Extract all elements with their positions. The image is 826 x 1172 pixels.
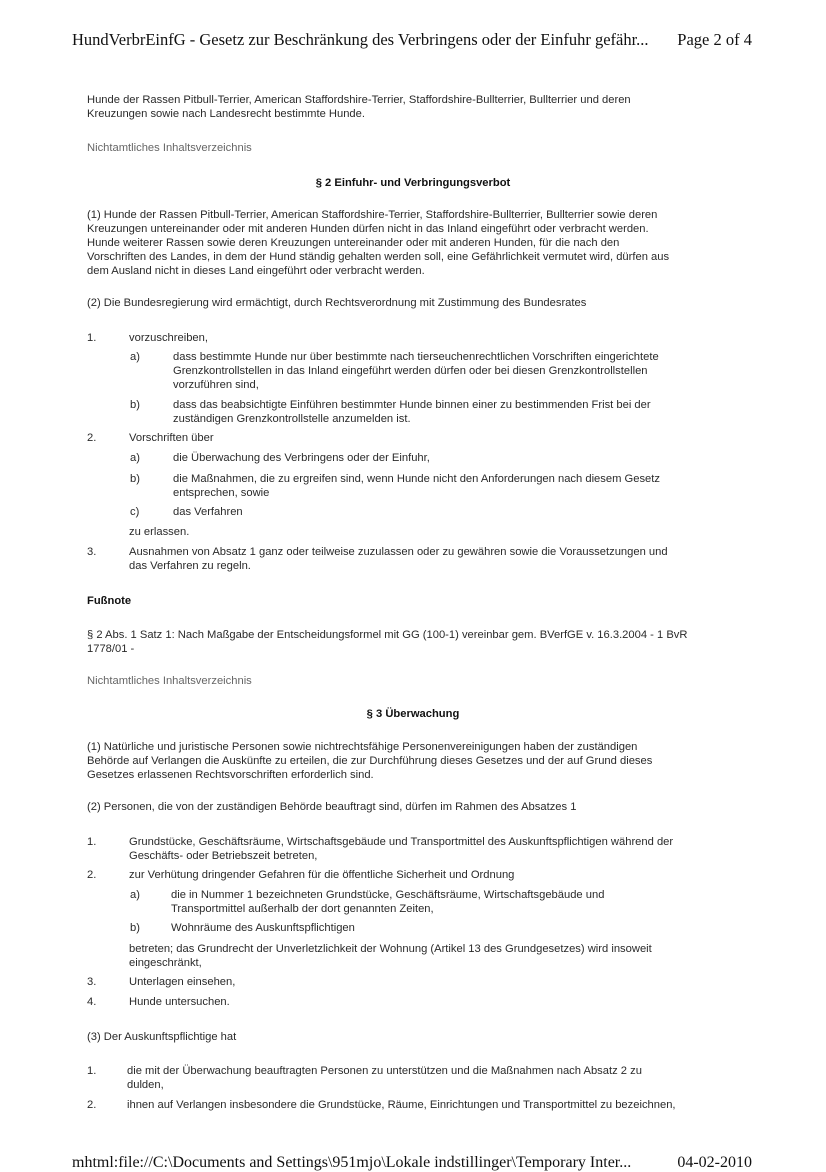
list-number: 2. bbox=[87, 869, 97, 881]
list-item: zu erlassen. bbox=[129, 526, 190, 538]
list-number: 3. bbox=[87, 976, 97, 988]
footnote-text: § 2 Abs. 1 Satz 1: Nach Maßgabe der Entscheidungsformel mit GG (100-1) vereinbar gem. BVerfGE v. 16.3.2004 - 1 BvR 1778/01 - bbox=[87, 629, 688, 655]
list-letter: c) bbox=[130, 506, 140, 518]
list-item: das Verfahren bbox=[173, 506, 243, 518]
list-item: die mit der Überwachung beauftragten Personen zu unterstützen und die Maßnahmen nach Absatz 2 zu dulden, bbox=[127, 1065, 642, 1091]
list-item: zur Verhütung dringender Gefahren für die öffentliche Sicherheit und Ordnung bbox=[129, 869, 515, 881]
list-item: die in Nummer 1 bezeichneten Grundstücke, Geschäftsräume, Wirtschaftsgebäude und Transportmittel außerhalb der dort genannten Zeiten, bbox=[171, 889, 605, 915]
page-footer bbox=[72, 1154, 752, 1172]
toc-link[interactable]: Nichtamtliches Inhaltsverzeichnis bbox=[87, 675, 252, 687]
document-title: HundVerbrEinfG - Gesetz zur Beschränkung des Verbringens oder der Einfuhr gefähr... bbox=[72, 30, 649, 49]
section-heading: § 3 Überwachung bbox=[366, 708, 460, 720]
print-date: 04-02-2010 bbox=[677, 1154, 752, 1171]
paragraph: (2) Die Bundesregierung wird ermächtigt, durch Rechtsverordnung mit Zustimmung des Bundesrates bbox=[87, 297, 587, 309]
page-header bbox=[72, 30, 752, 50]
list-number: 2. bbox=[87, 1099, 97, 1111]
paragraph: (2) Personen, die von der zuständigen Behörde beauftragt sind, dürfen im Rahmen des Absatzes 1 bbox=[87, 801, 577, 813]
list-letter: a) bbox=[130, 889, 140, 901]
list-item: Unterlagen einsehen, bbox=[129, 976, 236, 988]
list-item: die Maßnahmen, die zu ergreifen sind, wenn Hunde nicht den Anforderungen nach diesem Gesetz entsprechen, sowie bbox=[173, 473, 660, 499]
list-item: Hunde untersuchen. bbox=[129, 996, 230, 1008]
list-item: dass das beabsichtigte Einführen bestimmter Hunde binnen einer zu bestimmenden Frist bei der zuständigen Grenzkontrollstelle anzumelden ist. bbox=[173, 399, 651, 425]
list-item: die Überwachung des Verbringens oder der Einfuhr, bbox=[173, 452, 430, 464]
list-item: vorzuschreiben, bbox=[129, 332, 208, 344]
list-letter: b) bbox=[130, 399, 140, 411]
list-number: 2. bbox=[87, 432, 97, 444]
list-letter: b) bbox=[130, 473, 140, 485]
list-letter: a) bbox=[130, 351, 140, 363]
toc-link[interactable]: Nichtamtliches Inhaltsverzeichnis bbox=[87, 142, 252, 154]
paragraph: (1) Hunde der Rassen Pitbull-Terrier, American Staffordshire-Terrier, Staffordshire-Bullterrier, Bullterrier sowie deren Kreuzungen untereinander oder mit anderen Hunden dürfen nicht in das Inland eingeführt oder verbracht werden. Hunde weiterer Rassen sowie deren Kreuzungen untereinander oder mit anderen Hunden, für die nach den Vorschriften des Landes, in dem der Hund ständig gehalten werden soll, eine Gefährlichkeit vermutet wird, dürfen aus dem Ausland nicht in dieses Land eingeführt oder verbracht werden. bbox=[87, 209, 670, 277]
list-item: Vorschriften über bbox=[129, 432, 214, 444]
list-number: 1. bbox=[87, 836, 97, 848]
list-letter: a) bbox=[130, 452, 140, 464]
list-item: Grundstücke, Geschäftsräume, Wirtschaftsgebäude und Transportmittel des Auskunftspflichtigen während der Geschäfts- oder Betriebszeit betreten, bbox=[129, 836, 674, 862]
footnote-heading: Fußnote bbox=[87, 595, 132, 607]
list-item: dass bestimmte Hunde nur über bestimmte nach tierseuchenrechtlichen Vorschriften eingerichtete Grenzkontrollstellen in das Inland eingeführt werden dürfen oder bei diesen Grenzkontrollstellen vorzuführen sind, bbox=[173, 351, 659, 391]
list-number: 1. bbox=[87, 332, 97, 344]
list-item: betreten; das Grundrecht der Unverletzlichkeit der Wohnung (Artikel 13 des Grundgesetzes) wird insoweit eingeschränkt, bbox=[129, 943, 652, 969]
list-number: 4. bbox=[87, 996, 97, 1008]
file-path: mhtml:file://C:\Documents and Settings\951mjo\Lokale indstillinger\Temporary Inter... bbox=[72, 1154, 632, 1171]
page-number: Page 2 of 4 bbox=[677, 30, 752, 49]
section-heading: § 2 Einfuhr- und Verbringungsverbot bbox=[315, 177, 511, 189]
list-item: Ausnahmen von Absatz 1 ganz oder teilweise zuzulassen oder zu gewähren sowie die Voraussetzungen und das Verfahren zu regeln. bbox=[129, 546, 668, 572]
paragraph: (3) Der Auskunftspflichtige hat bbox=[87, 1031, 237, 1043]
list-item: Wohnräume des Auskunftspflichtigen bbox=[171, 922, 355, 934]
list-letter: b) bbox=[130, 922, 140, 934]
list-item: ihnen auf Verlangen insbesondere die Grundstücke, Räume, Einrichtungen und Transportmittel zu bezeichnen, bbox=[127, 1099, 676, 1111]
list-number: 1. bbox=[87, 1065, 97, 1077]
list-number: 3. bbox=[87, 546, 97, 558]
intro-paragraph: Hunde der Rassen Pitbull-Terrier, American Staffordshire-Terrier, Staffordshire-Bullterrier, Bullterrier und deren Kreuzungen sowie nach Landesrecht bestimmte Hunde. bbox=[87, 94, 631, 120]
paragraph: (1) Natürliche und juristische Personen sowie nichtrechtsfähige Personenvereinigungen haben der zuständigen Behörde auf Verlangen die Auskünfte zu erteilen, die zur Durchführung dieses Gesetzes und der auf Grund dieses Gesetzes erlassenen Rechtsvorschriften erforderlich sind. bbox=[87, 741, 653, 781]
